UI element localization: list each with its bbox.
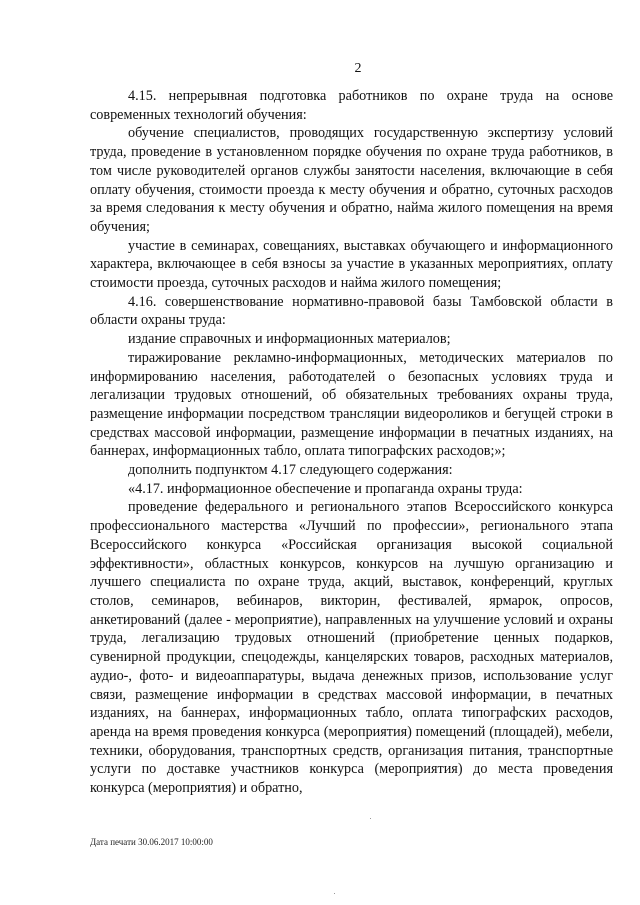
paragraph-4-16: 4.16. совершенствование нормативно-правовой базы Тамбовской области в области охраны труда: (90, 293, 613, 329)
paragraph-4-17: «4.17. информационное обеспечение и пропаганда охраны труда: (128, 480, 523, 497)
scan-artifact (370, 818, 371, 819)
paragraph-replication: тиражирование рекламно-информационных, методических материалов по информированию населения, работодателей о безопасных условиях труда и легализации трудовых отношений, об обязательных требованиях охраны труда, размещение информации посредством трансляции видеороликов и бегущей строки в средствах массовой информации, размещение информации в печатных изданиях, на баннерах, информационных табло, оплата типографских расходов;»; (90, 349, 613, 460)
print-date-footer: Дата печати 30.06.2017 10:00:00 (90, 837, 213, 847)
paragraph-reference-materials: издание справочных и информационных материалов; (128, 331, 451, 348)
paragraph-seminar-participation: участие в семинарах, совещаниях, выставках обучающего и информационного характера, включающее в себя взносы за участие в указанных мероприятиях, оплату стоимости проезда, суточных расходов и найма жилого помещения; (90, 237, 613, 292)
paragraph-add-subclause: дополнить подпунктом 4.17 следующего содержания: (128, 462, 453, 479)
paragraph-training-specialists: обучение специалистов, проводящих государственную экспертизу условий труда, проведение в установленном порядке обучения по охране труда работников, в том числе руководителей органов службы занятости населения, включающие в себя оплату обучения, стоимости проезда к месту обучения и обратно, суточных расходов за время следования к месту обучения и обратно, найма жилого помещения на время обучения; (90, 125, 613, 235)
paragraph-4-15: 4.15. непрерывная подготовка работников по охране труда на основе современных технологий обучения: (90, 88, 613, 123)
paragraph-contests: проведение федерального и регионального этапов Всероссийского конкурса профессионального мастерства «Лучший по профессии», регионального этапа Всероссийского конкурса «Российская организация высокой социальной эффективности», областных конкурсов, конкурсов на лучшую организацию и лучшего специалиста по охране труда, акций, выставок, конференций, круглых столов, семинаров, вебинаров, викторин, фестивалей, ярмарок, опросов, анкетирований (далее - мероприятие), направленных на улучшение условий и охраны труда, легализацию трудовых отношений (приобретение ценных подарков, сувенирной продукции, спецодежды, канцелярских товаров, расходных материалов, аудио-, фото- и видеоаппаратуры, выдача денежных призов, использование услуг связи, размещение информации в средствах массовой информации, в печатных изданиях, на баннерах, информационных табло, оплата типографских расходов, аренда на время проведения конкурса (мероприятия) помещений (площадей), мебели, техники, оборудования, транспортных средств, организация питания, транспортные услуги по доставке участников конкурса (мероприятия) до места проведения конкурса (мероприятия) и обратно, (90, 499, 613, 797)
scan-artifact (334, 893, 335, 894)
document-body (90, 87, 613, 798)
page-number: 2 (354, 61, 362, 76)
